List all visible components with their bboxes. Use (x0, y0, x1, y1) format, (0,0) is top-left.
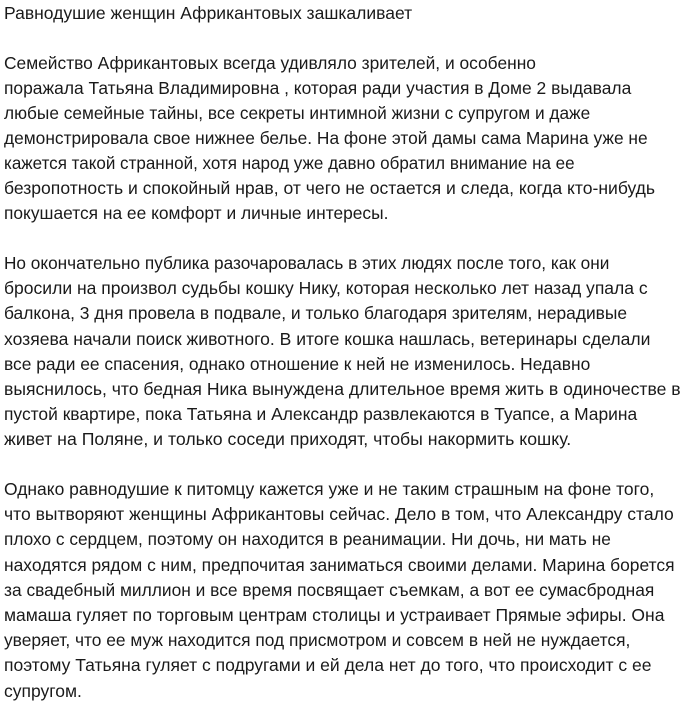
paragraph-line: Семейство Африкантовых всегда удивляло зрителей, и особенно (4, 53, 536, 73)
paragraph-line: кажется такой странной, хотя народ уже давно обратил внимание на ее (4, 153, 575, 173)
paragraph-line: безропотность и спокойный нрав, от чего не остается и следа, когда кто-нибудь (4, 178, 656, 198)
paragraph-line: поэтому Татьяна гуляет с подругами и ей дела нет до того, что происходит с ее (4, 655, 652, 676)
paragraph-line: поражала Татьяна Владимировна , которая ради участия в Доме 2 выдавала (4, 78, 632, 98)
paragraph-line: демонстрировала свое нижнее белье. На фоне этой дамы сама Марина уже не (4, 128, 648, 148)
article-title: Равнодушие женщин Африкантовых зашкаливает (4, 3, 413, 23)
paragraph-line: все ради ее спасения, однако отношение к ней не изменилось. Недавно (4, 353, 591, 374)
paragraph-line: бросили на произвол судьбы кошку Нику, которая несколько лет назад упала с (4, 278, 648, 299)
paragraph-line: любые семейные тайны, все секреты интимной жизни с супругом и даже (4, 103, 591, 123)
paragraph-line: Однако равнодушие к питомцу кажется уже и не таким страшным на фоне того, (4, 479, 655, 499)
paragraph-line: живет на Поляне, и только соседи приходят, чтобы накормить кошку. (4, 429, 572, 450)
paragraph-line: пустой квартире, пока Татьяна и Александр развлекаются в Туапсе, а Марина (4, 404, 638, 425)
paragraph-line: уверяет, что ее муж находится под присмотром и совсем в ней не нуждается, (4, 630, 631, 651)
paragraph-line: находятся рядом с ним, предпочитая заниматься своими делами. Марина борется (4, 554, 675, 575)
paragraph-line: мамаша гуляет по торговым центрам столицы и устраивает Прямые эфиры. Она (4, 605, 665, 625)
paragraph-line: плохо с сердцем, поэтому он находится в реанимации. Ни дочь, ни мать не (4, 529, 611, 550)
paragraph-line: хозяева начали поиск животного. В итоге кошка нашлась, ветеринары сделали (4, 328, 651, 349)
paragraph-line: покушается на ее комфорт и личные интересы. (4, 203, 389, 223)
paragraph-line: за свадебный миллион и все время посвящает съемкам, а вот ее сумасбродная (4, 579, 655, 600)
paragraph-line: Но окончательно публика разочаровалась в этих людях после того, как они (4, 253, 610, 273)
paragraph-line: супругом. (4, 680, 82, 701)
paragraph-line: выяснилось, что бедная Ника вынуждена длительное время жить в одиночестве в (4, 379, 681, 399)
paragraph-line: что вытворяют женщины Африкантовы сейчас. Дело в том, что Александру стало (4, 504, 674, 525)
paragraph-line: балкона, 3 дня провела в подвале, и только благодаря зрителям, нерадивые (4, 303, 628, 324)
